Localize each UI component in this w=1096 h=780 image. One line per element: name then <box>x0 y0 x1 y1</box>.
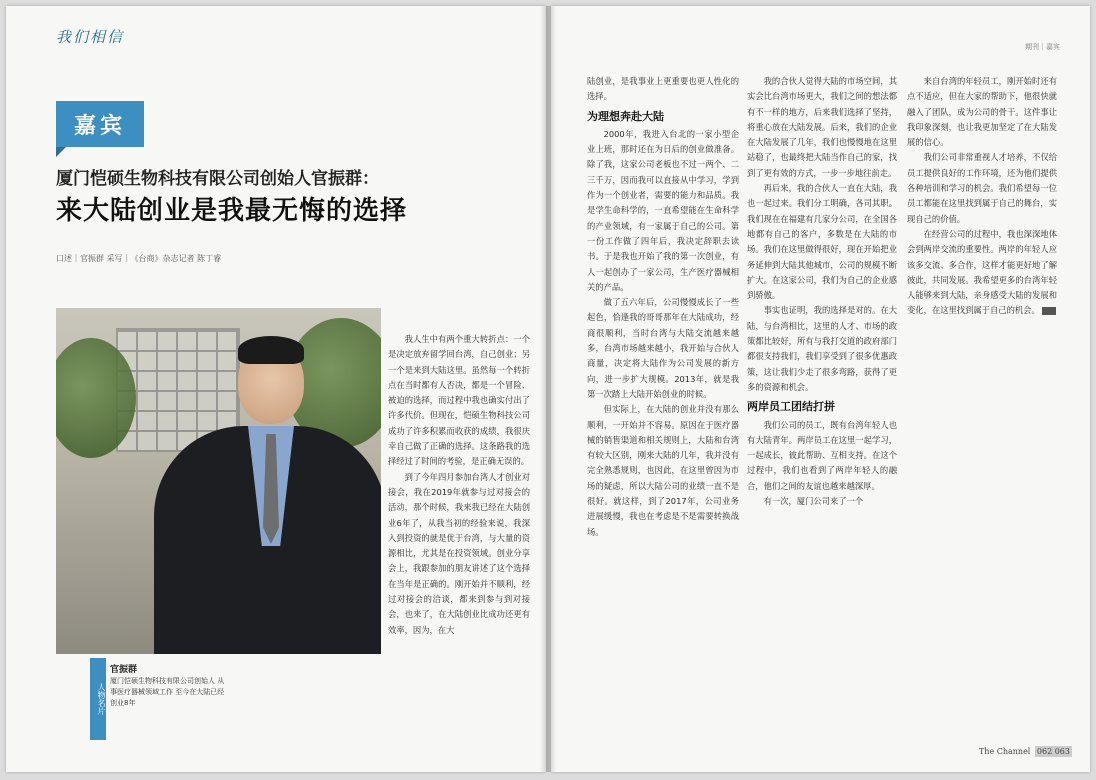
end-mark-icon <box>1042 307 1056 315</box>
spine-gutter <box>540 6 556 772</box>
paragraph: 到了今年四月参加台湾人才创业对接会，我在2019年就参与过对接会的活动，那个时候，我来我已经在大陆创业6年了，从我当初的经验来说，我深入到投资的就是优于台湾，与大量的资源相比，尤其是在投资领域。创业分享会上，我跟参加的朋友讲述了这个选择在当年是正确的。刚开始并不顺利，经过对接会的洽谈，都来到参与到对接会，也来了，在大陆创业比成功还更有效率，因为，在大 <box>388 471 530 635</box>
right-page <box>551 6 1090 772</box>
paragraph: 有一次，厦门公司来了一个 <box>763 496 864 507</box>
caption-bio: 厦门恺硕生物科技有限公司创始人 从事医疗器械领域工作 至今在大陆已经创业8年 <box>110 677 225 707</box>
guest-badge: 嘉宾 <box>56 101 144 147</box>
article-title-line2: 来大陆创业是我最无悔的选择 <box>56 196 408 226</box>
article-title-line1: 厦门恺硕生物科技有限公司创始人官振群： <box>56 169 379 189</box>
paragraph: 2000年，我进入台北的一家小型企业上班，那时还在为日后的创业做准备。除了我，这家公司老板也不过一两个、二三千万，因而我可以直接从中学习，学到作为一个创业者，需要的能力和品质。我是学生命科学的，一直希望能在生命科学的产业领域，有一家属于自己的公司。第一份工作做了四年后，我决定辞职去读书。于是我也开始了我的第一次创业，有人一起创办了一家公司，生产医疗器械相关的产品。 <box>587 128 739 292</box>
paragraph: 陆创业，是我事业上更重要也更人性化的选择。 <box>587 76 739 102</box>
paragraph: 我们公司非常重视人才培养，不仅给员工提供良好的工作环境，还为他们提供各种培训和学习的机会。我们希望每一位员工都能在这里找到属于自己的舞台，实现自己的价值。 <box>907 152 1057 224</box>
caption-name: 官振群 <box>110 665 138 675</box>
caption-tag: 人物名片 <box>90 658 106 740</box>
paragraph: 我们公司的员工，既有台湾年轻人也有大陆青年。两岸员工在这里一起学习，一起成长，彼此帮助、互相支持。在这个过程中，我们也看到了两岸年轻人的融合，他们之间的友谊也越来越深厚。 <box>747 419 897 491</box>
paragraph: 再后来，我的合伙人一直在大陆，我也一起过来。我们分工明确，各司其职。我们现在在福建有几家分公司，在全国各地都有自己的客户，多数是在大陆的市场。我们在这里做得很好，现在开始把业务延伸到大陆其他城市，公司的规模不断扩大。在这家公司，我们为自己的企业感到骄傲。 <box>747 183 897 301</box>
right-column-1 <box>587 74 739 754</box>
left-page <box>6 6 546 772</box>
paragraph: 来自台湾的年轻员工，刚开始时还有点不适应，但在大家的帮助下，他很快就融入了团队，成为公司的骨干。这件事让我印象深刻，也让我更加坚定了在大陆发展的信心。 <box>907 76 1057 148</box>
paragraph-text: 在经营公司的过程中，我也深深地体会到两岸交流的重要性。两岸的年轻人应该多交流、多合作，这样才能更好地了解彼此，共同发展。我希望更多的台湾年轻人能够来到大陆，亲身感受大陆的发展和变化，在这里找到属于自己的机会。 <box>907 228 1057 316</box>
paragraph: 我人生中有两个重大转折点：一个是决定放弃留学回台湾，自己创业；另一个是来到大陆这里。虽然每一个转折点在当时都有人否决，都是一个冒险、被迫的选择，而过程中我也确实付出了许多代价。但现在，恺硕生物科技公司成功了许多积累而收获的成绩，我很庆幸自己做了正确的选择。这条路我的选择经过了时间的考验，是正确无误的。 <box>388 334 530 467</box>
person-hair <box>238 336 304 364</box>
page-numbers: 062 063 <box>1036 747 1070 756</box>
byline: 口述｜官振群 采写｜《台商》杂志记者 陈丁睿 <box>56 254 222 263</box>
paragraph: 但实际上，在大陆的创业并没有那么顺利，一开始并不容易。原因在于医疗器械的销售渠道和相关规则上，大陆和台湾有较大区别，刚来大陆的几年，我并没有完全熟悉规则，也因此，在这里曾因为市场的疑虑，所以大陆公司的业绩一直不是很好。就这样，到了2017年，公司业务进展缓慢，我也在考虑是不是需要转换战场。 <box>587 404 739 537</box>
running-header: 期刊｜嘉宾 <box>1025 43 1060 51</box>
right-column-3 <box>907 74 1057 736</box>
page-footer <box>979 747 1072 756</box>
left-column-text <box>388 332 530 752</box>
footer-brand: The Channel <box>978 747 1031 756</box>
section-heading: 为理想奔赴大陆 <box>587 109 664 123</box>
right-column-2 <box>747 74 897 754</box>
paragraph: 事实也证明，我的选择是对的。在大陆，与台湾相比，这里的人才、市场的政策都比较好，所有与我打交道的政府部门都很支持我们，我们享受到了很多优惠政策，这让我们少走了很多弯路，获得了更多的资源和机会。 <box>747 305 897 392</box>
section-tag: 我们相信 <box>56 28 125 46</box>
paragraph: 我的合伙人觉得大陆的市场空间，其实会比台湾市场更大，我们之间的想法都有不一样的地方，后来我们选择了坚持，将重心放在大陆发展。后来，我们的企业在大陆发展了几年，我们也慢慢地在这里站稳了，也最终把大陆当作自己的家，找到了更有效的方式，一步一步地往前走。 <box>747 76 897 178</box>
section-heading: 两岸员工团结打拼 <box>747 400 835 414</box>
paragraph: 做了五六年后，公司慢慢成长了一些起色，恰逢我的哥哥那年在大陆成功，经商很顺利，当时台湾与大陆交流越来越多，台湾市场越来越小，我开始与合伙人商量，决定将大陆作为公司发展的新方向，进一步扩大规模。2013年，就是我第一次踏上大陆开始创业的时候。 <box>587 297 739 399</box>
paragraph <box>907 227 1057 319</box>
portrait-photo <box>56 308 381 654</box>
